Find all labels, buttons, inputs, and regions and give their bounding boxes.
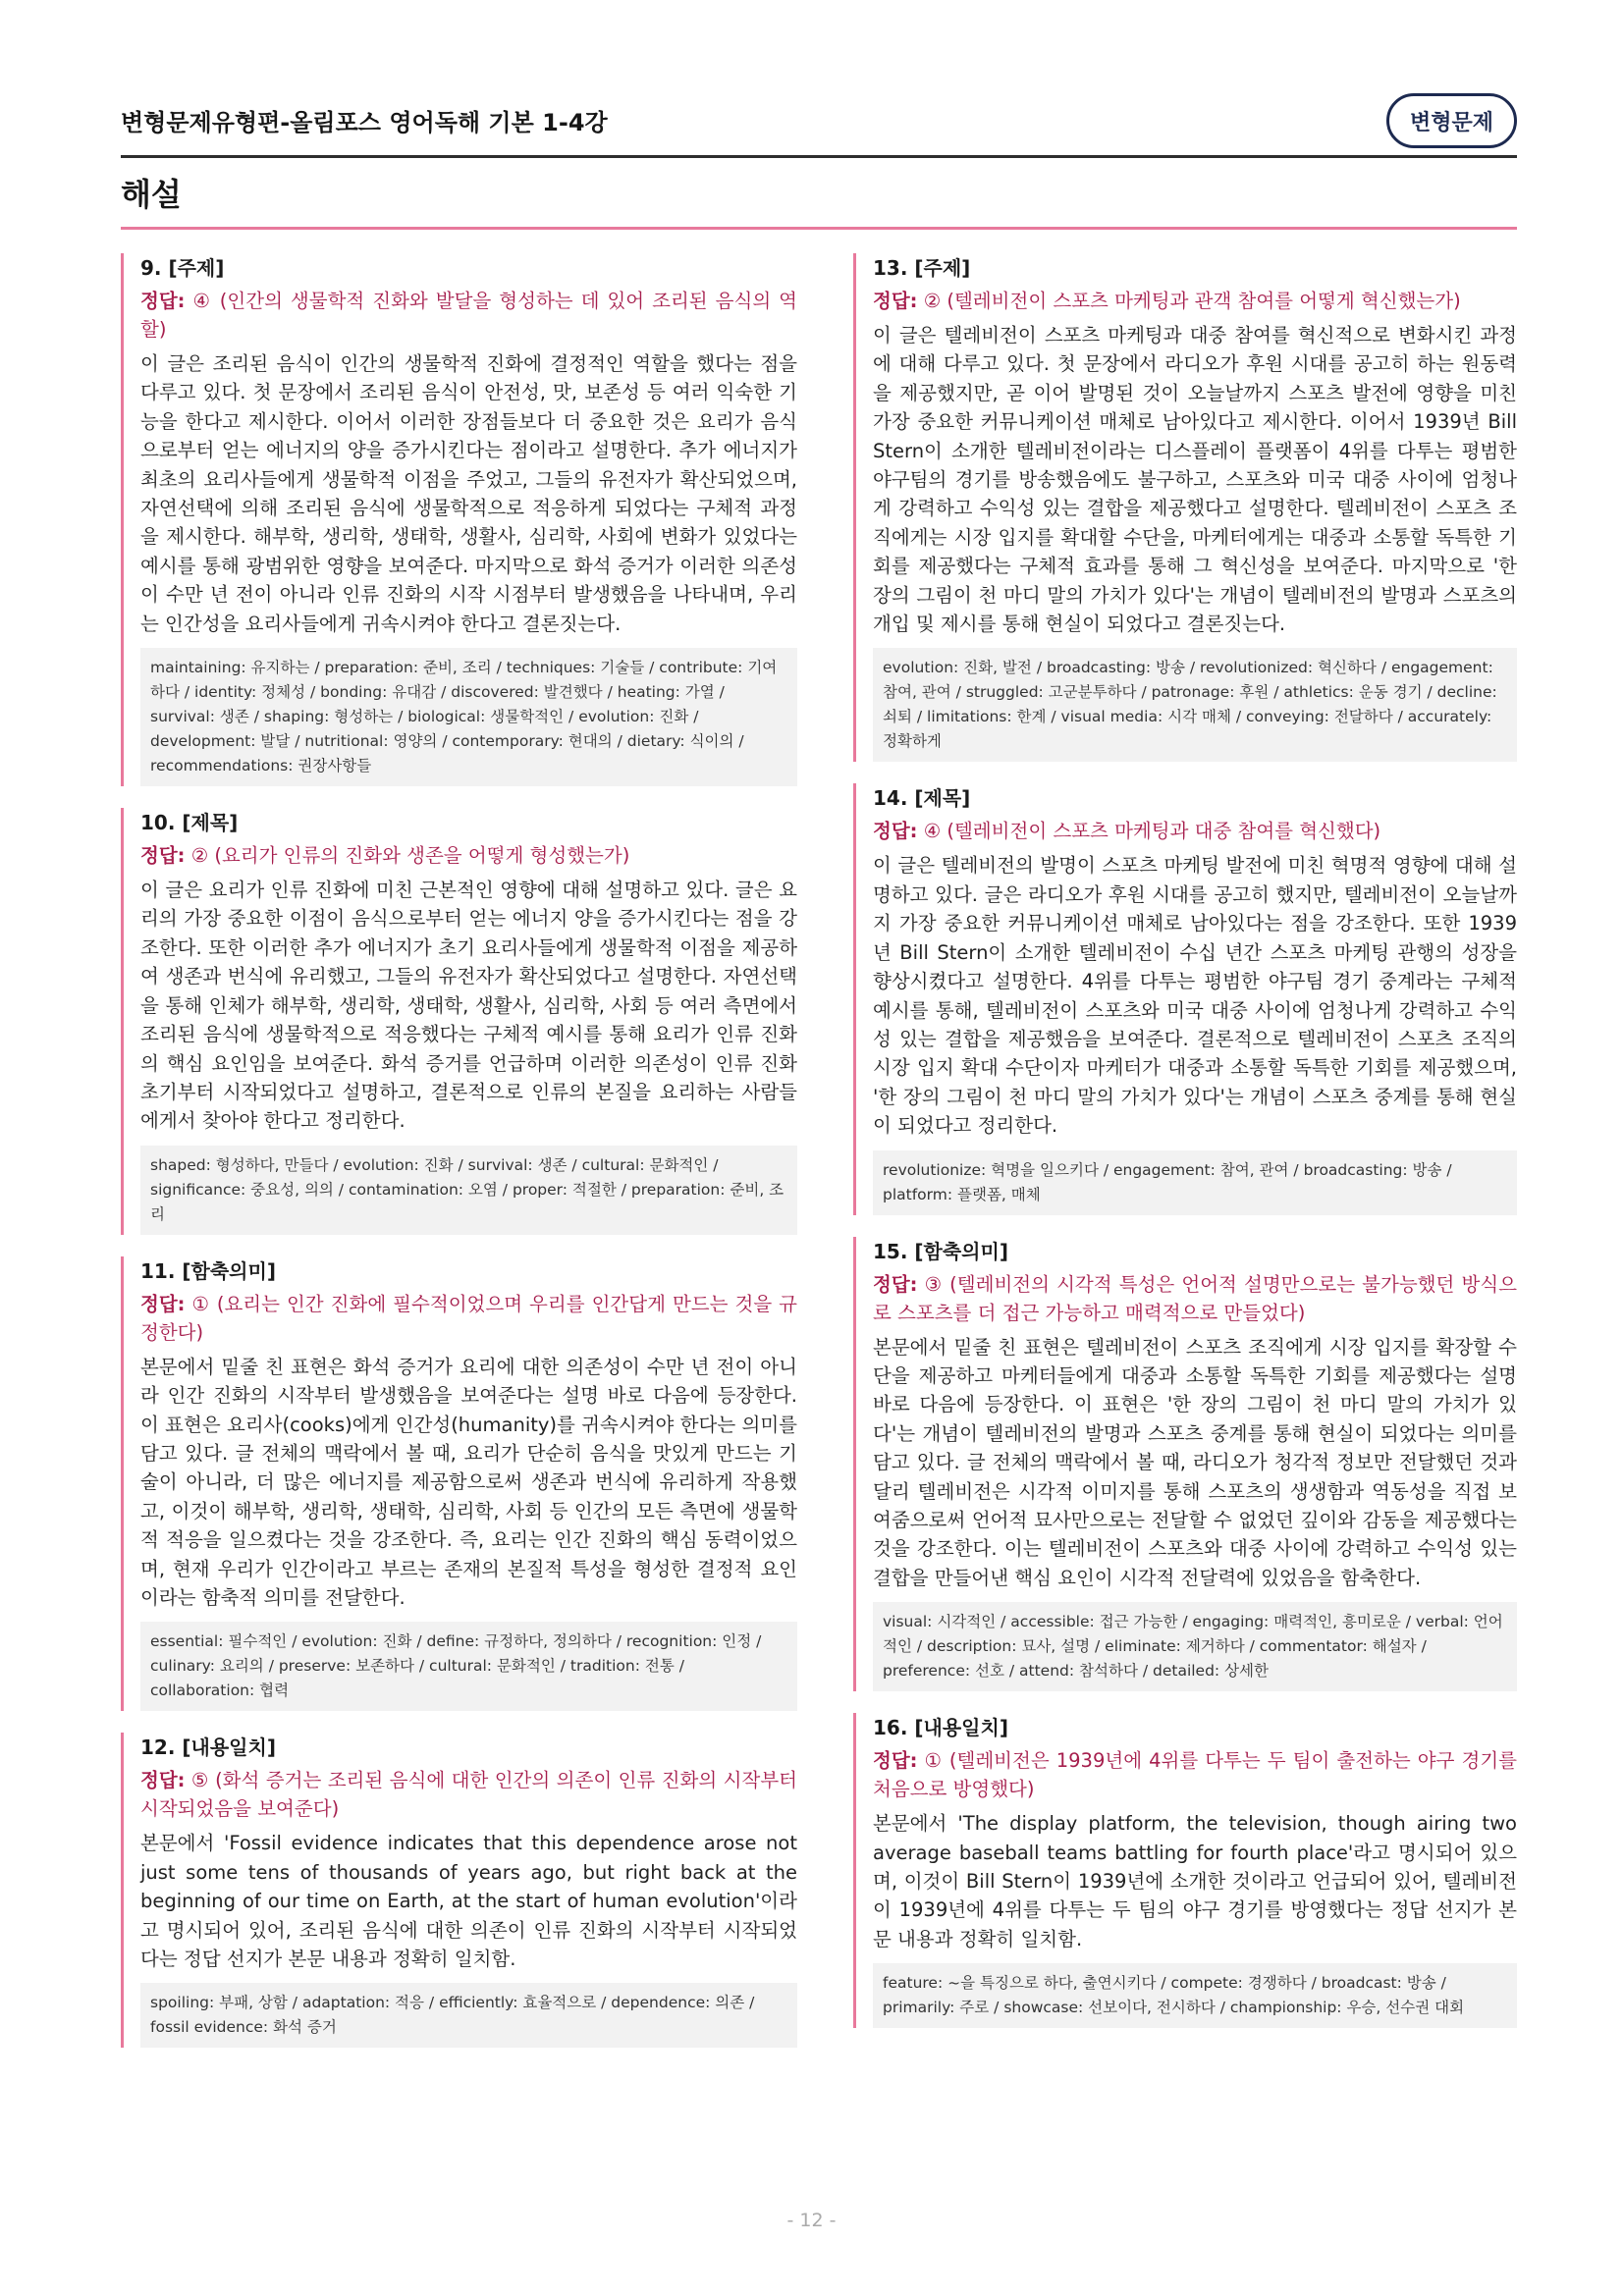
question-title: 13. [주제] xyxy=(873,256,971,280)
answer-line xyxy=(140,1290,797,1347)
answer-text: ④ (텔레비전이 스포츠 마케팅과 대중 참여를 혁신했다) xyxy=(923,820,1381,843)
question-title: 12. [내용일치] xyxy=(140,1735,276,1760)
explanation-text: 본문에서 밑줄 친 표현은 텔레비전이 스포츠 조직에게 시장 입지를 확장할 수단을 제공하고 마케터들에게 대중과 소통할 독특한 기회를 제공했다는 설명 바로 다음에 등장한다. 이 표현은 '한 장의 그림이 천 마디 말의 가치가 있다'는 개념이 텔레비전의 발명과 스포츠 중계를 통해 현실이 되었다는 의미를 담고 있다. 글 전체의 맥락에서 볼 때, 라디오가 청각적 정보만 전달했던 것과 달리 텔레비전은 시각적 이미지를 통해 스포츠의 생생함과 역동성을 직접 보여줌으로써 언어적 묘사만으로는 전달할 수 없었던 깊이와 감동을 제공했다는 것을 강조한다. 이는 텔레비전이 스포츠와 대중 사이에 강력하고 수익성 있는 결합을 만들어낸 핵심 요인이 시각적 전달력에 있었음을 함축한다. xyxy=(873,1335,1517,1589)
vocabulary-box: revolutionize: 혁명을 일으키다 / engagement: 참여, 관여 / broadcasting: 방송 / platform: 플랫폼, 매체 xyxy=(873,1150,1517,1215)
left-column xyxy=(121,253,797,2069)
answer-text: ② (텔레비전이 스포츠 마케팅과 관객 참여를 어떻게 혁신했는가) xyxy=(923,290,1461,312)
answer-text: ③ (텔레비전의 시각적 특성은 언어적 설명만으로는 불가능했던 방식으로 스포츠를 더 접근 가능하고 매력적으로 만들었다) xyxy=(873,1272,1517,1324)
vocabulary-box: shaped: 형성하다, 만들다 / evolution: 진화 / survival: 생존 / cultural: 문화적인 / significance: 중요성, 의의 / contamination: 오염 / proper: 적절한 / preparation: 준비, 조리 xyxy=(140,1146,797,1235)
answer-label: 정답: xyxy=(140,844,186,868)
problem-type-badge: 변형문제 xyxy=(1386,93,1517,148)
answer-text: ② (요리가 인류의 진화와 생존을 어떻게 형성했는가) xyxy=(190,844,630,868)
question-10-block xyxy=(121,808,797,1235)
answer-line xyxy=(873,1746,1517,1803)
answer-label: 정답: xyxy=(873,290,918,312)
question-11-block xyxy=(121,1256,797,1712)
question-title: 9. [주제] xyxy=(140,256,225,280)
answer-line xyxy=(140,1766,797,1823)
answer-line xyxy=(873,1270,1517,1327)
question-15-block xyxy=(853,1237,1517,1692)
explanation-text: 이 글은 텔레비전의 발명이 스포츠 마케팅 발전에 미친 혁명적 영향에 대해 설명하고 있다. 글은 라디오가 후원 시대를 공고히 했지만, 텔레비전이 오늘날까지 가장 중요한 커뮤니케이션 매체로 남아있다는 점을 강조한다. 또한 1939년 Bill Stern이 소개한 텔레비전이 수십 년간 스포츠 마케팅 관행의 성장을 향상시켰다고 설명한다. 4위를 다투는 평범한 야구팀 경기 중계라는 구체적 예시를 통해, 텔레비전이 스포츠와 미국 대중 사이에 엄청나게 강력하고 수익성 있는 결합을 제공했음을 보여준다. 결론적으로 텔레비전이 스포츠 조직의 시장 입지 확대 수단이자 마케터가 대중과 소통할 독특한 기회를 제공했으며, '한 장의 그림이 천 마디 말의 가치가 있다'는 개념이 스포츠 중계를 통해 현실이 되었다고 정리한다. xyxy=(873,854,1517,1138)
question-14-block xyxy=(853,783,1517,1214)
answer-label: 정답: xyxy=(873,820,918,843)
answer-label: 정답: xyxy=(140,1292,186,1315)
vocabulary-box: essential: 필수적인 / evolution: 진화 / define: 규정하다, 정의하다 / recognition: 인정 / culinary: 요리의 / preserve: 보존하다 / cultural: 문화적인 / tradition: 전통 / collaboration: 협력 xyxy=(140,1622,797,1711)
explanation-text: 이 글은 텔레비전이 스포츠 마케팅과 대중 참여를 혁신적으로 변화시킨 과정에 대해 다루고 있다. 첫 문장에서 라디오가 후원 시대를 공고히 하는 원동력을 제공했지만, 곧 이어 발명된 것이 오늘날까지 스포츠 발전에 영향을 미친 가장 중요한 커뮤니케이션 매체로 남아있다고 제시한다. 이어서 1939년 Bill Stern이 소개한 텔레비전이라는 디스플레이 플랫폼이 4위를 다투는 평범한 야구팀의 경기를 방송했음에도 불구하고, 스포츠와 미국 대중 사이에 엄청나게 강력하고 수익성 있는 결합을 제공했다고 설명한다. 텔레비전이 스포츠 조직에게는 시장 입지를 확대할 수단을, 마케터에게는 대중과 소통할 독특한 기회를 제공했다는 구체적 효과를 통해 그 혁신성을 보여준다. 마지막으로 '한 장의 그림이 천 마디 말의 가치가 있다'는 개념이 텔레비전의 발명과 스포츠의 개입 및 제시를 통해 현실이 되었다고 결론짓는다. xyxy=(873,324,1517,636)
header-divider xyxy=(121,155,1517,158)
answer-label: 정답: xyxy=(140,1769,186,1792)
question-title: 16. [내용일치] xyxy=(873,1716,1008,1740)
answer-text: ④ (인간의 생물학적 진화와 발달을 형성하는 데 있어 조리된 음식의 역할) xyxy=(140,290,797,341)
question-title: 15. [함축의미] xyxy=(873,1239,1008,1263)
vocabulary-box: feature: ~을 특징으로 하다, 출연시키다 / compete: 경쟁하다 / broadcast: 방송 / primarily: 주로 / showcase: 선보이다, 전시하다 / championship: 우승, 선수권 대회 xyxy=(873,1963,1517,2028)
vocabulary-box: spoiling: 부패, 상함 / adaptation: 적응 / efficiently: 효율적으로 / dependence: 의존 / fossil evidence: 화석 증거 xyxy=(140,1983,797,2048)
explanation-text: 본문에서 'Fossil evidence indicates that this dependence arose not just some tens of thousands of years ago, but right back at the beginning of our time on Earth, at the start of human evolution'이라고 명시되어 있어, 조리된 음식에 대한 의존이 인류 진화의 시작부터 시작되었다는 정답 선지가 본문 내용과 정확히 일치함. xyxy=(140,1832,797,1970)
answer-label: 정답: xyxy=(873,1272,918,1296)
question-title: 11. [함축의미] xyxy=(140,1258,276,1283)
answer-line xyxy=(873,287,1517,315)
answer-label: 정답: xyxy=(140,290,186,312)
explanation-text: 이 글은 조리된 음식이 인간의 생물학적 진화에 결정적인 역할을 했다는 점을 다루고 있다. 첫 문장에서 조리된 음식이 안전성, 맛, 보존성 등 여러 익숙한 기능을 한다고 제시한다. 이어서 이러한 장점들보다 더 중요한 것은 요리가 음식으로부터 얻는 에너지의 양을 증가시킨다는 점이라고 설명한다. 추가 에너지가 최초의 요리사들에게 생물학적 이점을 주었고, 그들의 유전자가 확산되었으며, 자연선택에 의해 조리된 음식에 생물학적으로 적응하게 되었다는 구체적 과정을 제시한다. 해부학, 생리학, 생태학, 생활사, 심리학, 사회에 변화가 있었다는 예시를 통해 광범위한 영향을 보여준다. 마지막으로 화석 증거가 이러한 의존성이 수만 년 전이 아니라 인류 진화의 시작 시점부터 발생했음을 나타내며, 우리는 인간성을 요리사들에게 귀속시켜야 한다고 결론짓는다. xyxy=(140,352,797,635)
page-number: - 12 - xyxy=(786,2210,837,2231)
heading-divider xyxy=(121,227,1517,230)
question-title: 14. [제목] xyxy=(873,786,971,811)
question-12-block xyxy=(121,1733,797,2048)
vocabulary-box: visual: 시각적인 / accessible: 접근 가능한 / engaging: 매력적인, 흥미로운 / verbal: 언어적인 / description: 묘사, 설명 / eliminate: 제거하다 / commentator: 해설자 / preference: 선호 / attend: 참석하다 / detailed: 상세한 xyxy=(873,1602,1517,1691)
question-13-block xyxy=(853,253,1517,762)
answer-text: ① (요리는 인간 진화에 필수적이었으며 우리를 인간답게 만드는 것을 규정한다) xyxy=(140,1292,798,1344)
answer-text: ⑤ (화석 증거는 조리된 음식에 대한 인간의 의존이 인류 진화의 시작부터 시작되었음을 보여준다) xyxy=(140,1769,797,1821)
section-heading: 해설 xyxy=(121,176,182,213)
answer-label: 정답: xyxy=(873,1749,918,1773)
explanation-text: 본문에서 밑줄 친 표현은 화석 증거가 요리에 대한 의존성이 수만 년 전이 아니라 인간 진화의 시작부터 발생했음을 보여준다는 설명 바로 다음에 등장한다. 이 표현은 요리사(cooks)에게 인간성(humanity)를 귀속시켜야 한다는 의미를 담고 있다. 글 전체의 맥락에서 볼 때, 요리가 단순히 음식을 맛있게 만드는 기술이 아니라, 더 많은 에너지를 제공함으로써 생존과 번식에 유리하게 작용했고, 이것이 해부학, 생리학, 생태학, 심리학, 사회 등 인간의 모든 측면에 생물학적 적응을 일으켰다는 것을 강조한다. 즉, 요리는 인간 진화의 핵심 동력이었으며, 현재 우리가 인간이라고 부르는 존재의 본질적 특성을 형성한 결정적 요인이라는 함축적 의미를 전달한다. xyxy=(140,1355,797,1609)
vocabulary-box: maintaining: 유지하는 / preparation: 준비, 조리 / techniques: 기술들 / contribute: 기여하다 / identity: 정체성 / bonding: 유대감 / discovered: 발견했다 / heating: 가열 / survival: 생존 / shaping: 형성하는 / biological: 생물학적인 / evolution: 진화 / development: 발달 / nutritional: 영양의 / contemporary: 현대의 / dietary: 식이의 / recommendations: 권장사항들 xyxy=(140,648,797,786)
explanation-text: 본문에서 'The display platform, the television, though airing two average baseball teams battling for fourth place'라고 명시되어 있으며, 이것이 Bill Stern이 1939년에 소개한 것이라고 언급되어 있어, 텔레비전이 1939년에 4위를 다투는 두 팀의 야구 경기를 방영했다는 정답 선지가 본문 내용과 정확히 일치함. xyxy=(873,1812,1517,1950)
vocabulary-box: evolution: 진화, 발전 / broadcasting: 방송 / revolutionized: 혁신하다 / engagement: 참여, 관여 / struggled: 고군분투하다 / patronage: 후원 / athletics: 운동 경기 / decline: 쇠퇴 / limitations: 한계 / visual media: 시각 매체 / conveying: 전달하다 / accurately: 정확하게 xyxy=(873,648,1517,762)
question-9-block xyxy=(121,253,797,786)
answer-text: ① (텔레비전은 1939년에 4위를 다투는 두 팀이 출전하는 야구 경기를 처음으로 방영했다) xyxy=(873,1749,1517,1801)
answer-line xyxy=(140,841,797,870)
explanation-text: 이 글은 요리가 인류 진화에 미친 근본적인 영향에 대해 설명하고 있다. 글은 요리의 가장 중요한 이점이 음식으로부터 얻는 에너지 양을 증가시킨다는 점을 강조한다. 또한 이러한 추가 에너지가 초기 요리사들에게 생물학적 이점을 제공하여 생존과 번식에 유리했고, 그들의 유전자가 확산되었다고 설명한다. 자연선택을 통해 인체가 해부학, 생리학, 생태학, 생활사, 심리학, 사회 등 여러 측면에서 조리된 음식에 생물학적으로 적응했다는 구체적 예시를 통해 요리가 인류 진화의 핵심 요인임을 보여준다. 화석 증거를 언급하며 이러한 의존성이 인류 진화 초기부터 시작되었다고 설명하고, 결론적으로 인류의 본질을 요리하는 사람들에게서 찾아야 한다고 정리한다. xyxy=(140,879,797,1133)
question-title: 10. [제목] xyxy=(140,811,239,835)
question-16-block xyxy=(853,1713,1517,2028)
answer-line xyxy=(140,287,797,344)
document-title: 변형문제유형편-올림포스 영어독해 기본 1-4강 xyxy=(121,109,608,136)
right-column xyxy=(853,253,1517,2050)
answer-line xyxy=(873,817,1517,845)
